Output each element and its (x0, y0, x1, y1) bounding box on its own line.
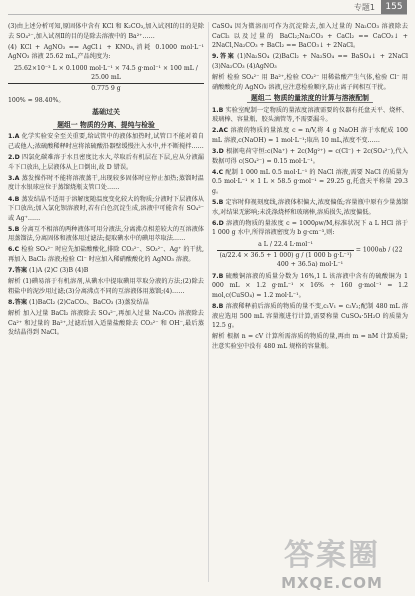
fraction (217, 240, 353, 260)
explanation: 解析 (1)碘易溶于有机溶剂,从碘水中提取碘用萃取分液的方法;(2)除去粗盐中的泥沙用过滤;(3)分离沸点不同的互溶液体用蒸馏;(4)…… (8, 278, 204, 295)
question-answer (8, 245, 204, 264)
question-text: 配制 1 000 mL 0.5 mol·L⁻¹ 的 NaCl 溶液,需要 NaCl 的质量为 0.5 mol·L⁻¹ × 1 L × 58.5 g·mol⁻¹ = 29.25 g,托盘天平称量 29.3 g。 (212, 168, 408, 195)
section-heading-text: 题组一 物质的分离、提纯与检验 (53, 121, 159, 130)
section-banner: 基础过关 (92, 108, 120, 117)
fraction-denominator: 0.775 9 g (91, 85, 121, 93)
question-answer (212, 106, 408, 125)
question-answer (212, 198, 408, 217)
question-text: 硫酸铜溶液的质量分数为 16%,1 L 该溶液中含有的硫酸铜为 1 000 mL × 1.2 g·mL⁻¹ × 16% ÷ 160 g·mol⁻¹ = 1.2 mol,c(CuSO₄) = 1.2 mol·L⁻¹。 (212, 272, 408, 299)
question-label: 3.D (212, 148, 224, 156)
question-text: 溶液的物质的量浓度 c = n/V,将 4 g NaOH 溶于水配成 100 mL 溶液,c(NaOH) = 1 mol·L⁻¹;取出 10 mL,浓度不变…… (212, 127, 408, 145)
equation-result: = 1000ab / (22 400 + 36.5a) mol·L⁻¹ (276, 246, 403, 269)
watermark-text: 答案圈 (284, 538, 380, 573)
question-label: 4.B (8, 195, 20, 203)
question-text: (1)BaCl₂ (2)CaCO₃、BaCO₃ (3)蒸发结晶 (29, 298, 149, 306)
question-label: 6.C (8, 246, 20, 254)
question-label: 9.答案 (212, 53, 236, 61)
header-rule (8, 14, 407, 15)
section-heading-text: 题组二 物质的量浓度的计算与溶液配制 (247, 94, 373, 103)
equation (8, 64, 204, 94)
question-text: 分离互不相溶的两种液体可用分液法,分离沸点相差较大的互溶液体用蒸馏法,分离固体和液体用过滤法;提取碘水中的碘用萃取法…… (8, 225, 204, 243)
question-text: 蒸发结晶不适用于溶解度随温度变化较大的物质;分液时下层液体从下口放出;加入氯化钡溶液时,若有白色沉淀生成,溶液中可能含有 SO₄²⁻ 或 Ag⁺…… (8, 195, 204, 222)
question-text: 根据电荷守恒:c(Na⁺) + 2c(Mg²⁺) = c(Cl⁻) + 2c(SO₄²⁻),代入数据可得 c(SO₄²⁻) = 0.15 mol·L⁻¹。 (212, 148, 408, 165)
question-label: 4.C (212, 168, 224, 176)
page-header (0, 0, 415, 18)
section-heading (8, 121, 204, 131)
question-answer (8, 298, 204, 308)
question-label: 5.B (8, 225, 20, 233)
equation-result: 100% ≈ 98.40%。 (8, 96, 65, 104)
left-column (8, 22, 204, 339)
question-text: (1)Na₂SO₄ (2)BaCl₂ + Na₂SO₄ == BaSO₄↓ + 2NaCl (3)Na₂CO₃ (4)AgNO₃ (212, 53, 408, 70)
question-answer (212, 219, 408, 238)
right-column (212, 22, 408, 353)
fraction (8, 64, 204, 94)
question-answer (8, 266, 204, 276)
section-heading (212, 94, 408, 104)
fraction-numerator: a L / 22.4 L·mol⁻¹ (217, 240, 353, 251)
question-answer (212, 126, 408, 145)
question-answer (212, 168, 408, 197)
question-label: 6.D (212, 219, 224, 227)
watermark-url: MXQE.COM (281, 574, 383, 592)
question-answer (212, 302, 408, 331)
explanation: 解析 根据 n = cV 计算所需溶质的物质的量,再由 m = nM 计算质量;注意实验室中没有 480 mL 规格的容量瓶。 (212, 333, 408, 350)
question-answer (8, 225, 204, 244)
fraction-denominator: (a/22.4 × 36.5 + 1 000) g / (1 000 b g·L⁻¹) (219, 251, 352, 259)
answer-paragraph: (3)由上述分析可知,原固体中含有 KCl 和 K₂CO₃,加入试剂Ⅰ的目的是除去 SO₄²⁻,加入试剂Ⅱ的目的是除去溶液中的 Ba²⁺…… (8, 23, 204, 40)
question-answer (212, 52, 408, 71)
question-text: 蒸发操作时不能将溶液蒸干,出现较多固体时应停止加热;蒸馏时温度计水银球应位于蒸馏烧瓶支管口处…… (8, 174, 204, 192)
page-number: 155 (381, 0, 407, 14)
question-answer (212, 272, 408, 301)
question-label: 3.A (8, 174, 20, 182)
column-divider (208, 22, 209, 582)
question-label: 8.答案 (8, 298, 28, 306)
question-label: 7.B (212, 272, 224, 280)
equation (212, 240, 408, 270)
watermark-logo (257, 530, 407, 592)
question-label: 2.AC (212, 127, 228, 135)
question-answer (8, 174, 204, 193)
question-answer (8, 195, 204, 224)
question-answer (212, 147, 408, 166)
question-label: 2.D (8, 154, 20, 162)
explanation: 解析 加入过量 BaCl₂ 溶液除去 SO₄²⁻,再加入过量 Na₂CO₃ 溶液除去 Ca²⁺ 和过量的 Ba²⁺,过滤后加入适量盐酸除去 CO₃²⁻ 和 OH⁻,最后蒸发结晶得到 NaCl。 (8, 310, 204, 337)
question-answer (8, 132, 204, 151)
question-text: 四氯化碳难溶于水且密度比水大,萃取后有机层在下层,应从分液漏斗下口放出,上层液体从上口倒出,故 D 错误。 (8, 154, 204, 171)
question-text: 溶液的物质的量浓度 c = 1000ρw/M,标准状况下 a L HCl 溶于 1 000 g 水中,所得溶液密度为 b g·cm⁻³,则: (212, 219, 408, 237)
question-answer (8, 153, 204, 172)
fraction-numerator: 25.62×10⁻³ L × 0.1000 mol·L⁻¹ × 74.5 g·mol⁻¹ × 100 mL / 25.00 mL (8, 64, 204, 84)
question-text: (1)A (2)C (3)B (4)B (29, 267, 89, 275)
question-label: 8.B (212, 303, 224, 311)
question-text: 实验室配制一定物质的量浓度溶液需要的仪器有托盘天平、烧杯、玻璃棒、容量瓶、胶头滴管等,不需要漏斗。 (212, 106, 408, 124)
question-label: 1.A (8, 133, 20, 141)
question-text: 定容时仰视刻度线,溶液体积偏大,浓度偏低;容量瓶中原有少量蒸馏水,对结果无影响;未洗涤烧杯和玻璃棒,溶质损失,浓度偏低。 (212, 199, 408, 216)
answer-paragraph: CaSO₄ 因为微溶而可作为沉淀除去,加入过量的 Na₂CO₃ 溶液除去 CaCl₂ 以及过量的 BaCl₂;Na₂CO₃ + CaCl₂ == CaCO₃↓ + 2NaCl,Na₂CO₃ + BaCl₂ == BaCO₃↓ + 2NaCl。 (212, 23, 408, 50)
answer-paragraph: (4) KCl + AgNO₃ == AgCl↓ + KNO₃,消耗 0.1000 mol·L⁻¹ AgNO₃ 溶液 25.62 mL,产品纯度为: (8, 43, 204, 61)
question-text: 检验 SO₄²⁻ 时应先加盐酸酸化,排除 CO₃²⁻、SO₃²⁻、Ag⁺ 的干扰,再加入 BaCl₂ 溶液;检验 Cl⁻ 时应加入稀硝酸酸化的 AgNO₃ 溶液。 (8, 246, 204, 264)
question-label: 1.B (212, 106, 224, 114)
explanation: 解析 检验 SO₄²⁻ 用 Ba²⁺,检验 CO₃²⁻ 用稀盐酸产生气体,检验 Cl⁻ 用硝酸酸化的 AgNO₃ 溶液,应注意检验顺序,防止离子间相互干扰。 (212, 73, 408, 91)
question-text: 溶液稀释前后溶质的物质的量不变,c₁V₁ = c₂V₂;配制 480 mL 溶液应选用 500 mL 容量瓶进行计算,需要称量 CuSO₄·5H₂O 的质量为 12.5 g。 (212, 303, 408, 330)
question-label: 5.B (212, 199, 224, 207)
chapter-title: 专题1 (353, 3, 375, 12)
question-text: 化学实验安全至关重要,给试管中的液体加热时,试管口不能对着自己或他人;浓硫酸稀释时应将浓硫酸沿器壁缓慢注入水中,并不断搅拌…… (8, 133, 204, 151)
question-label: 7.答案 (8, 267, 28, 275)
